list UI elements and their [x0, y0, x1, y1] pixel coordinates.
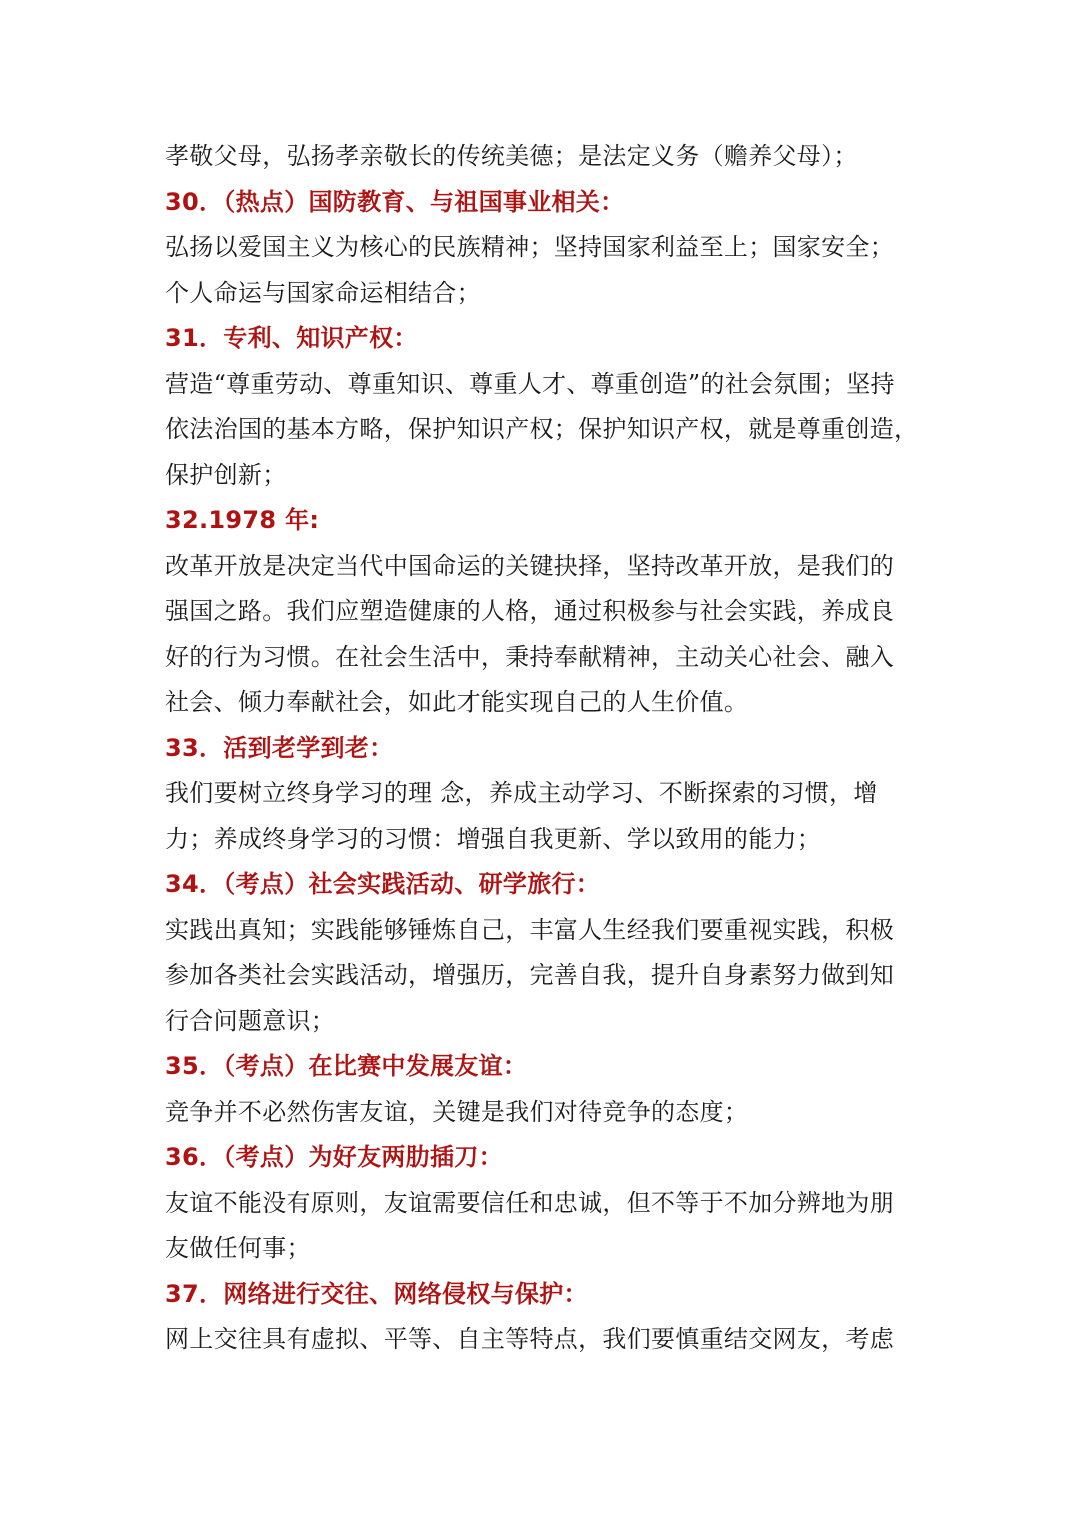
body-line: 改革开放是决定当代中国命运的关键抉择，坚持改革开放，是我们的 — [165, 551, 894, 580]
body-line: 弘扬以爱国主义为核心的民族精神；坚持国家利益至上；国家安全； — [165, 233, 894, 261]
body-line: 友做任何事； — [165, 1234, 311, 1262]
section-heading-31: 31．专利、知识产权： — [165, 324, 418, 352]
section-heading-35: 35．（考点）在比赛中发展友谊： — [165, 1052, 528, 1080]
section-heading-32: 32.1978 年: — [165, 506, 320, 534]
body-line: 好的行为习惯。在社会生活中，秉持奉献精神，主动关心社会、融入 — [165, 642, 894, 671]
body-line: 强国之路。我们应塑造健康的人格，通过积极参与社会实践，养成良 — [165, 597, 894, 625]
body-line: 社会、倾力奉献社会，如此才能实现自己的人生价值。 — [165, 688, 749, 716]
section-heading-36: 36．（考点）为好友两肋插刀： — [165, 1143, 503, 1171]
body-line: 行合问题意识； — [165, 1006, 336, 1035]
body-line: 竞争并不必然伤害友谊，关键是我们对待竞争的态度； — [165, 1097, 749, 1126]
body-line: 友谊不能没有原则，友谊需要信任和忠诚，但不等于不加分辨地为朋 — [165, 1188, 894, 1217]
section-heading-33: 33．活到老学到老： — [165, 733, 394, 762]
body-line: 保护创新； — [165, 460, 287, 489]
section-heading-34: 34．（考点）社会实践活动、研学旅行： — [165, 870, 601, 898]
body-line: 营造“尊重劳动、尊重知识、尊重人才、尊重创造”的社会氛围；坚持 — [165, 369, 895, 398]
body-line: 力；养成终身学习的习惯：增强自我更新、学以致用的能力； — [165, 824, 822, 853]
body-line: 实践出真知；实践能够锤炼自己，丰富人生经我们要重视实践，积极 — [165, 915, 894, 944]
body-line: 依法治国的基本方略，保护知识产权；保护知识产权，就是尊重创造， — [165, 415, 919, 443]
body-line: 参加各类社会实践活动，增强历，完善自我，提升自身素努力做到知 — [165, 961, 894, 989]
body-line: 我们要树立终身学习的理 念，养成主动学习、不断探索的习惯，增 — [165, 779, 878, 807]
section-heading-30: 30．（热点）国防教育、与祖国事业相关： — [165, 187, 625, 216]
body-line: 个人命运与国家命运相结合； — [165, 278, 481, 307]
document-content — [165, 134, 925, 1363]
body-line: 网上交往具有虚拟、平等、自主等特点，我们要慎重结交网友，考虑 — [165, 1325, 894, 1353]
section-heading-37: 37．网络进行交往、网络侵权与保护： — [165, 1279, 588, 1308]
body-line: 孝敬父母，弘扬孝亲敬长的传统美德；是法定义务（赡养父母）； — [165, 142, 858, 170]
